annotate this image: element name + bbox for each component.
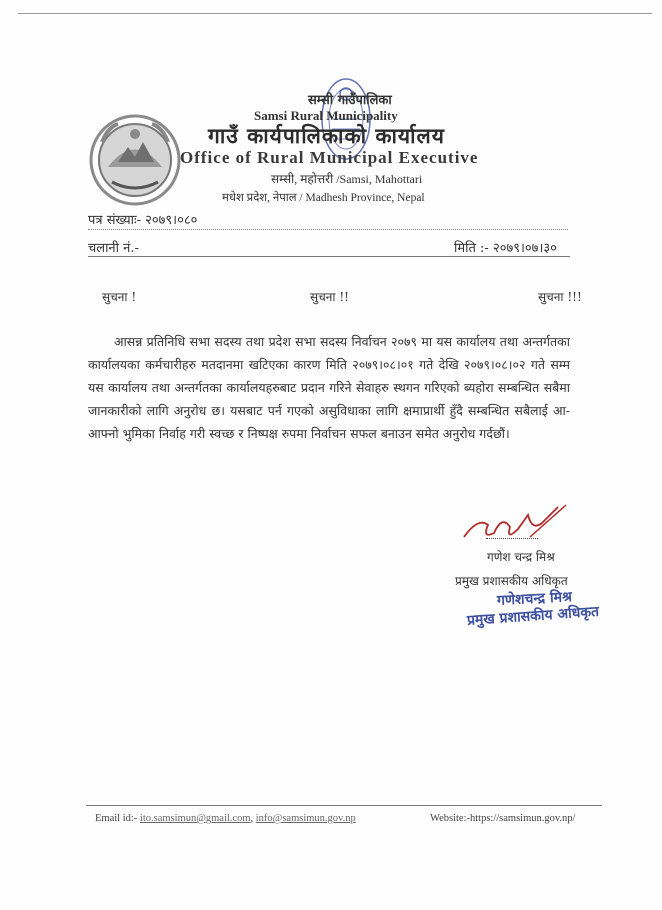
email-label: Email id:- (95, 813, 138, 824)
footer-website (430, 813, 575, 824)
website-link[interactable]: https://samsimun.gov.np/ (469, 813, 576, 824)
stamp-name: गणेशचन्द्र मिश्र (496, 589, 573, 609)
signer-name: गणेश चन्द्र मिश्र (487, 550, 555, 564)
dispatch-number: चलानी नं.- (88, 241, 139, 256)
signer-title: प्रमुख प्रशासकीय अधिकृत (455, 574, 568, 588)
notice-heading-1: सुचना ! (102, 290, 137, 304)
notice-heading-2: सुचना !! (310, 290, 349, 304)
footer-rule (86, 805, 602, 806)
reference-dotted-rule (88, 229, 568, 230)
office-title-en: Office of Rural Municipal Executive (180, 148, 479, 167)
notice-body-paragraph: आसन्न प्रतिनिधि सभा सदस्य तथा प्रदेश सभा सदस्य निर्वाचन २०७९ मा यस कार्यालय तथा अन्तर्गतका कार्यालयका कर्मचारीहरु मतदानमा खटिएका कारण मिति २०७९।०८।०१ गते देखि २०७९।०८।०२ गते सम्म यस कार्यालय तथा अन्तर्गतका कार्यालयहरुबाट प्रदान गरिने सेवाहरु स्थगन गरिएको ब्यहोरा सम्बन्धित सबैमा जानकारीको लागि अनुरोध छ। यसबाट पर्न गएको असुविधाका लागि क्षमाप्रार्थी हुँदै सम्बन्धित सबैलाई आ-आफ्नो भुमिका निर्वाह गरी स्वच्छ र निष्पक्ष रुपमा निर्वाचन सफल बनाउन समेत अनुरोध गर्दछौं। (88, 334, 570, 441)
letter-number: पत्र संख्याः- २०७९।०८० (88, 213, 198, 228)
email-link-1[interactable]: ito.samsimun@gmail.com (139, 813, 251, 824)
notice-heading-3: सुचना !!! (538, 290, 582, 304)
top-rule (18, 13, 652, 14)
email-separator: , (250, 813, 254, 824)
stamp-title: प्रमुख प्रशासकीय अधिकृत (466, 603, 600, 629)
signature-dotted-line (486, 538, 538, 539)
municipality-name-np: सम्सी गाउँपालिका (308, 93, 392, 108)
nepal-emblem-icon (88, 112, 183, 207)
footer-email (95, 813, 356, 824)
email-link-2[interactable]: info@samsimun.gov.np (255, 813, 356, 824)
province-line: मधेश प्रदेश, नेपाल / Madhesh Province, Nepal (222, 192, 425, 204)
reference-rule (88, 256, 570, 257)
letter-date: मिति :- २०७९।०७।३० (454, 241, 557, 256)
office-title-np: गाउँ कार्यपालिकाको कार्यालय (208, 123, 445, 148)
address-line: सम्सी, महोत्तरी /Samsi, Mahottari (271, 172, 423, 186)
municipality-name-en: Samsi Rural Municipality (254, 108, 398, 123)
website-label: Website:- (430, 813, 470, 824)
